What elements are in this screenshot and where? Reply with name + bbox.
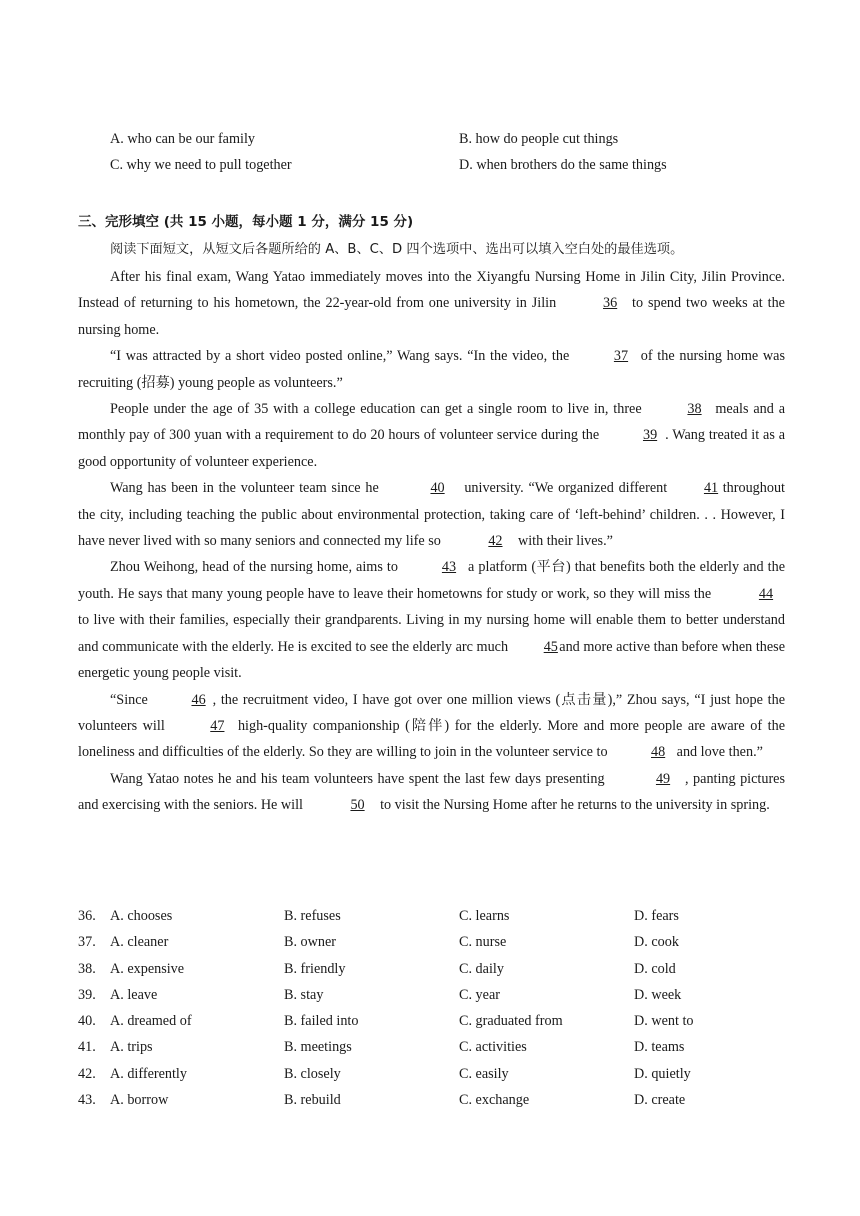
choice-b: B. stay	[284, 986, 324, 1003]
choice-d: D. cold	[634, 960, 676, 977]
question-row	[78, 934, 798, 960]
text: Zhou Weihong, head of the nursing home, aims to	[110, 559, 402, 576]
blank-37: 37	[613, 348, 629, 365]
blank-39: 39	[642, 427, 658, 444]
choice-a: A. borrow	[110, 1092, 169, 1109]
blank-47: 47	[210, 717, 225, 734]
option-b: B. how do people cut things	[459, 131, 619, 147]
choice-c: C. easily	[459, 1065, 509, 1082]
choice-a: A. trips	[110, 1039, 153, 1056]
text: university. “We organized different	[459, 480, 672, 497]
blank-45: 45	[543, 638, 558, 655]
answer-choices	[78, 908, 798, 1118]
option-a: A. who can be our family	[110, 131, 255, 147]
paragraph-2	[78, 343, 785, 396]
question-number: 38.	[78, 960, 96, 977]
question-number: 37.	[78, 934, 96, 951]
choice-a: A. leave	[110, 986, 158, 1003]
paragraph-6	[78, 687, 785, 766]
text: Wang has been in the volunteer team since he	[110, 480, 384, 497]
question-row	[78, 1013, 798, 1039]
text: throughout the city, including teaching the public about environmental protection, taking care of ‘left-behind’ children. . . However, I have never lived with so many seniors and connected my life so	[78, 480, 785, 550]
blank-36: 36	[603, 295, 618, 312]
choice-b: B. owner	[284, 934, 337, 951]
choice-c: C. exchange	[459, 1092, 530, 1109]
choice-a: A. differently	[110, 1065, 187, 1082]
text: “I was attracted by a short video posted online,” Wang says. “In the video, the	[110, 348, 574, 365]
blank-38: 38	[687, 401, 702, 418]
choice-c: C. activities	[459, 1039, 527, 1056]
blank-49: 49	[655, 770, 671, 787]
text: to visit the Nursing Home after he returns to the university in spring.	[376, 797, 770, 814]
blank-42: 42	[488, 533, 503, 550]
text: . Wang treated it as a good opportunity of volunteer experience.	[78, 427, 785, 470]
question-row	[78, 908, 798, 934]
text: high-quality companionship (陪伴) for the elderly. More and more people are aware of the loneliness and difficulties of the elderly. So they are willing to join in the volunteer service to	[78, 717, 785, 761]
paragraph-5	[78, 554, 785, 686]
text: and more active than before when these energetic young people visit.	[78, 638, 785, 682]
question-number: 43.	[78, 1092, 96, 1109]
paragraph-3	[78, 396, 785, 475]
question-number: 36.	[78, 908, 96, 924]
text: to spend two weeks at the nursing home.	[78, 295, 785, 338]
option-c: C. why we need to pull together	[110, 157, 292, 173]
question-number: 42.	[78, 1065, 96, 1082]
choice-c: C. year	[459, 986, 500, 1003]
question-row	[78, 1066, 798, 1092]
question-number: 41.	[78, 1039, 96, 1056]
choice-a: A. chooses	[110, 908, 173, 924]
choice-b: B. friendly	[284, 960, 346, 977]
choice-d: D. week	[634, 986, 682, 1003]
text: a platform (平台) that benefits both the elderly and the youth. He says that many young people have to leave their hometowns for study or work, so they will miss the	[78, 559, 786, 602]
choice-d: D. fears	[634, 908, 679, 924]
choice-d: D. cook	[634, 934, 679, 951]
text: to live with their families, especially their grandparents. Living in my nursing home will enable them to better understand and communicate with the elderly. He is excited to see the elderly arc much	[78, 612, 785, 655]
choice-a: A. expensive	[110, 960, 185, 977]
text: of the nursing home was recruiting (招募) young people as volunteers.”	[78, 348, 785, 391]
paragraph-4	[78, 475, 785, 554]
blank-48: 48	[651, 744, 666, 761]
text: and love then.”	[673, 744, 763, 761]
section-instruction: 阅读下面短文，从短文后各题所给的 A、B、C、D 四个选项中、选出可以填入空白处的最佳选项。	[110, 242, 684, 257]
choice-c: C. graduated from	[459, 1013, 563, 1030]
blank-43: 43	[441, 559, 457, 576]
question-number: 40.	[78, 1013, 96, 1030]
text: Wang Yatao notes he and his team volunteers have spent the last few days presenting	[110, 770, 610, 787]
paragraph-1	[78, 264, 785, 343]
option-d: D. when brothers do the same things	[459, 157, 667, 173]
text: , panting pictures and exercising with the seniors. He will	[78, 770, 786, 814]
section-title: 三、完形填空 (共 15 小题，每小题 1 分，满分 15 分)	[78, 214, 414, 230]
text: , the recruitment video, I have got over one million views (点击量),” Zhou says, “I just hope the volunteers will	[78, 691, 785, 734]
cloze-passage	[78, 264, 785, 819]
choice-d: D. went to	[634, 1013, 694, 1030]
text: meals and a monthly pay of 300 yuan with a requirement to do 20 hours of volunteer service during the	[78, 401, 786, 444]
blank-46: 46	[191, 691, 206, 708]
blank-41: 41	[703, 480, 719, 497]
choice-a: A. dreamed of	[110, 1013, 192, 1030]
text: with their lives.”	[514, 533, 613, 550]
question-row	[78, 1039, 798, 1065]
question-row	[78, 1092, 798, 1118]
choice-c: C. learns	[459, 908, 510, 924]
question-row	[78, 961, 798, 987]
choice-d: D. quietly	[634, 1065, 691, 1082]
paragraph-7	[78, 766, 785, 819]
text: After his final exam, Wang Yatao immediately moves into the Xiyangfu Nursing Home in Jilin City, Jilin Province. Instead of returning to his hometown, the 22-year-old from one university in Jilin	[78, 269, 785, 312]
text: People under the age of 35 with a college education can get a single room to live in, three	[110, 401, 647, 418]
choice-a: A. cleaner	[110, 934, 169, 951]
choice-c: C. daily	[459, 960, 504, 977]
blank-44: 44	[758, 585, 774, 602]
previous-options-row-1	[110, 131, 810, 151]
choice-d: D. create	[634, 1092, 686, 1109]
choice-b: B. rebuild	[284, 1092, 341, 1109]
question-row	[78, 987, 798, 1013]
choice-b: B. refuses	[284, 908, 341, 924]
blank-50: 50	[350, 797, 365, 814]
choice-b: B. closely	[284, 1065, 341, 1082]
question-number: 39.	[78, 986, 96, 1003]
text: “Since	[110, 691, 153, 708]
choice-b: B. meetings	[284, 1039, 352, 1056]
choice-b: B. failed into	[284, 1013, 359, 1030]
previous-options-row-2	[110, 157, 810, 177]
blank-40: 40	[430, 480, 445, 497]
choice-c: C. nurse	[459, 934, 507, 951]
choice-d: D. teams	[634, 1039, 685, 1056]
